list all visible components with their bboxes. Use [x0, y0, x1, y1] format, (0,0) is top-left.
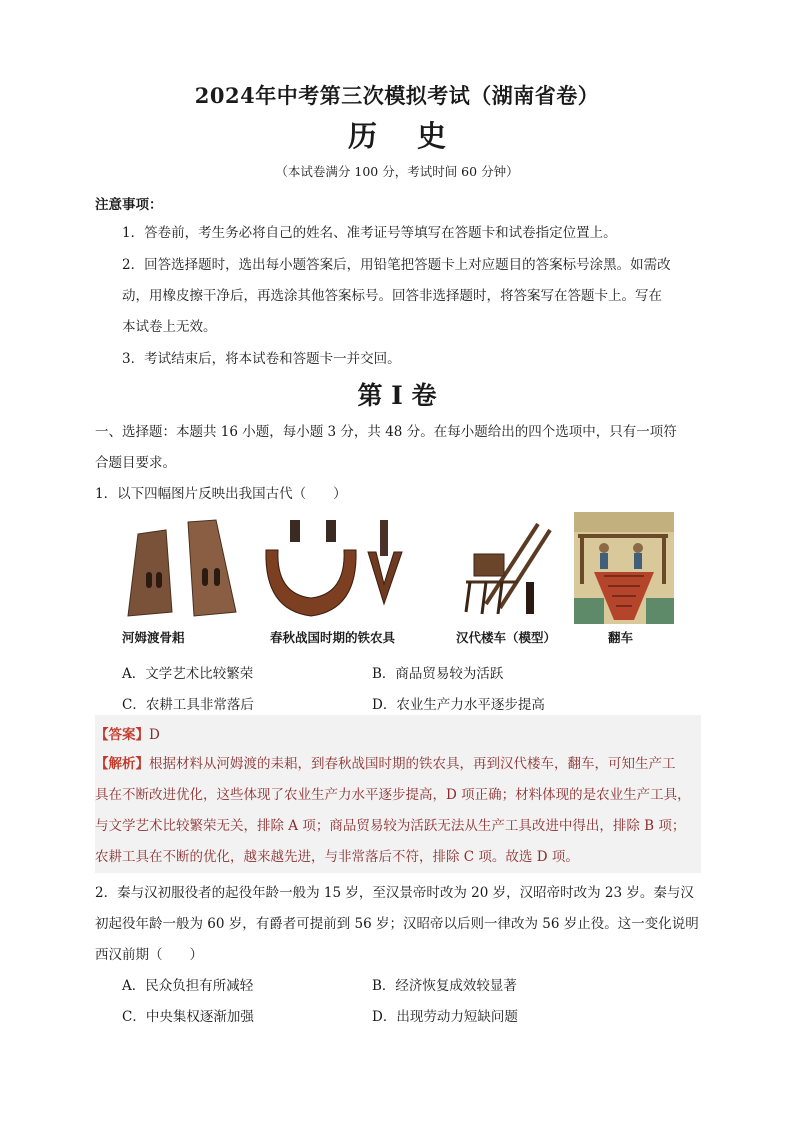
analysis-tag: 【解析】 [95, 756, 149, 772]
q1-answer-panel [95, 715, 701, 873]
q2-option-b[interactable]: B．经济恢复成效较显著 [372, 978, 517, 994]
q1-option-d[interactable]: D．农业生产力水平逐步提高 [372, 697, 545, 713]
q2-stem-line-2: 初起役年龄一般为 60 岁，有爵者可提前到 56 岁；汉昭帝以后则一律改为 56 岁止役。这一变化说明 [95, 916, 699, 932]
notice-heading: 注意事项： [95, 197, 163, 213]
section-instruction-line-1: 一、选择题：本题共 16 小题，每小题 3 分，共 48 分。在每小题给出的四个选项中，只有一项符 [95, 424, 677, 440]
q1-figures [110, 512, 680, 647]
notice-item-2-line-1: 2．回答选择题时，选出每小题答案后，用铅笔把答题卡上对应题目的答案标号涂黑。如需改 [122, 257, 671, 273]
chain-pump-image [574, 512, 674, 624]
q1-analysis-line-4: 农耕工具在不断的优化，越来越先进，与非常落后不符，排除 C 项。故选 D 项。 [95, 849, 579, 865]
q1-stem: 1．以下四幅图片反映出我国古代（ ） [95, 486, 347, 502]
subject-title: 历史 [347, 119, 486, 153]
notice-item-1: 1．答卷前，考生务必将自己的姓名、准考证号等填写在答题卡和试卷指定位置上。 [122, 225, 617, 241]
iron-tools-image [256, 512, 436, 622]
q1-option-b[interactable]: B．商品贸易较为活跃 [372, 666, 504, 682]
notice-item-3: 3．考试结束后，将本试卷和答题卡一并交回。 [122, 351, 401, 367]
caption-seed-drill: 汉代楼车（模型） [456, 630, 557, 645]
caption-iron-tools: 春秋战国时期的铁农具 [270, 630, 396, 645]
q1-analysis-line-2: 具在不断改进优化，这些体现了农业生产力水平逐步提高，D 项正确；材料体现的是农业生产工具， [95, 787, 691, 803]
analysis-text-1: 根据材料从河姆渡的耒耜，到春秋战国时期的铁农具，再到汉代楼车，翻车，可知生产工 [149, 756, 676, 772]
notice-item-2-line-3: 本试卷上无效。 [122, 319, 217, 335]
q1-option-c[interactable]: C．农耕工具非常落后 [122, 697, 254, 713]
q1-analysis-line-3: 与文学艺术比较繁荣无关，排除 A 项；商品贸易较为活跃无法从生产工具改进中得出，排除 B 项； [95, 818, 686, 834]
notice-item-2-line-2: 动，用橡皮擦干净后，再选涂其他答案标号。回答非选择题时，将答案写在答题卡上。写在 [122, 288, 662, 304]
q2-stem-line-1: 2．秦与汉初服役者的起役年龄一般为 15 岁，至汉景帝时改为 20 岁，汉昭帝时改为 23 岁。秦与汉 [95, 885, 694, 901]
exam-note: （本试卷满分 100 分，考试时间 60 分钟） [275, 164, 519, 179]
section-instruction-line-2: 合题目要求。 [95, 455, 176, 471]
q2-option-d[interactable]: D．出现劳动力短缺问题 [372, 1009, 518, 1025]
q2-option-a[interactable]: A．民众负担有所减轻 [122, 978, 254, 994]
answer-tag: 【答案】 [95, 727, 149, 743]
bone-spade-image [118, 512, 248, 622]
caption-bone-spade: 河姆渡骨耜 [122, 630, 185, 645]
q1-analysis-line-1 [95, 749, 701, 779]
q2-stem-line-3: 西汉前期（ ） [95, 947, 203, 963]
caption-chain-pump: 翻车 [608, 630, 634, 645]
seed-drill-image [446, 512, 556, 622]
q1-option-a[interactable]: A．文学艺术比较繁荣 [122, 666, 254, 682]
answer-value: D [149, 727, 160, 743]
exam-title: 2024年中考第三次模拟考试（湖南省卷） [194, 83, 600, 108]
q1-answer [95, 723, 160, 743]
q2-option-c[interactable]: C．中央集权逐渐加强 [122, 1009, 254, 1025]
volume-heading: 第 I 卷 [357, 381, 437, 410]
